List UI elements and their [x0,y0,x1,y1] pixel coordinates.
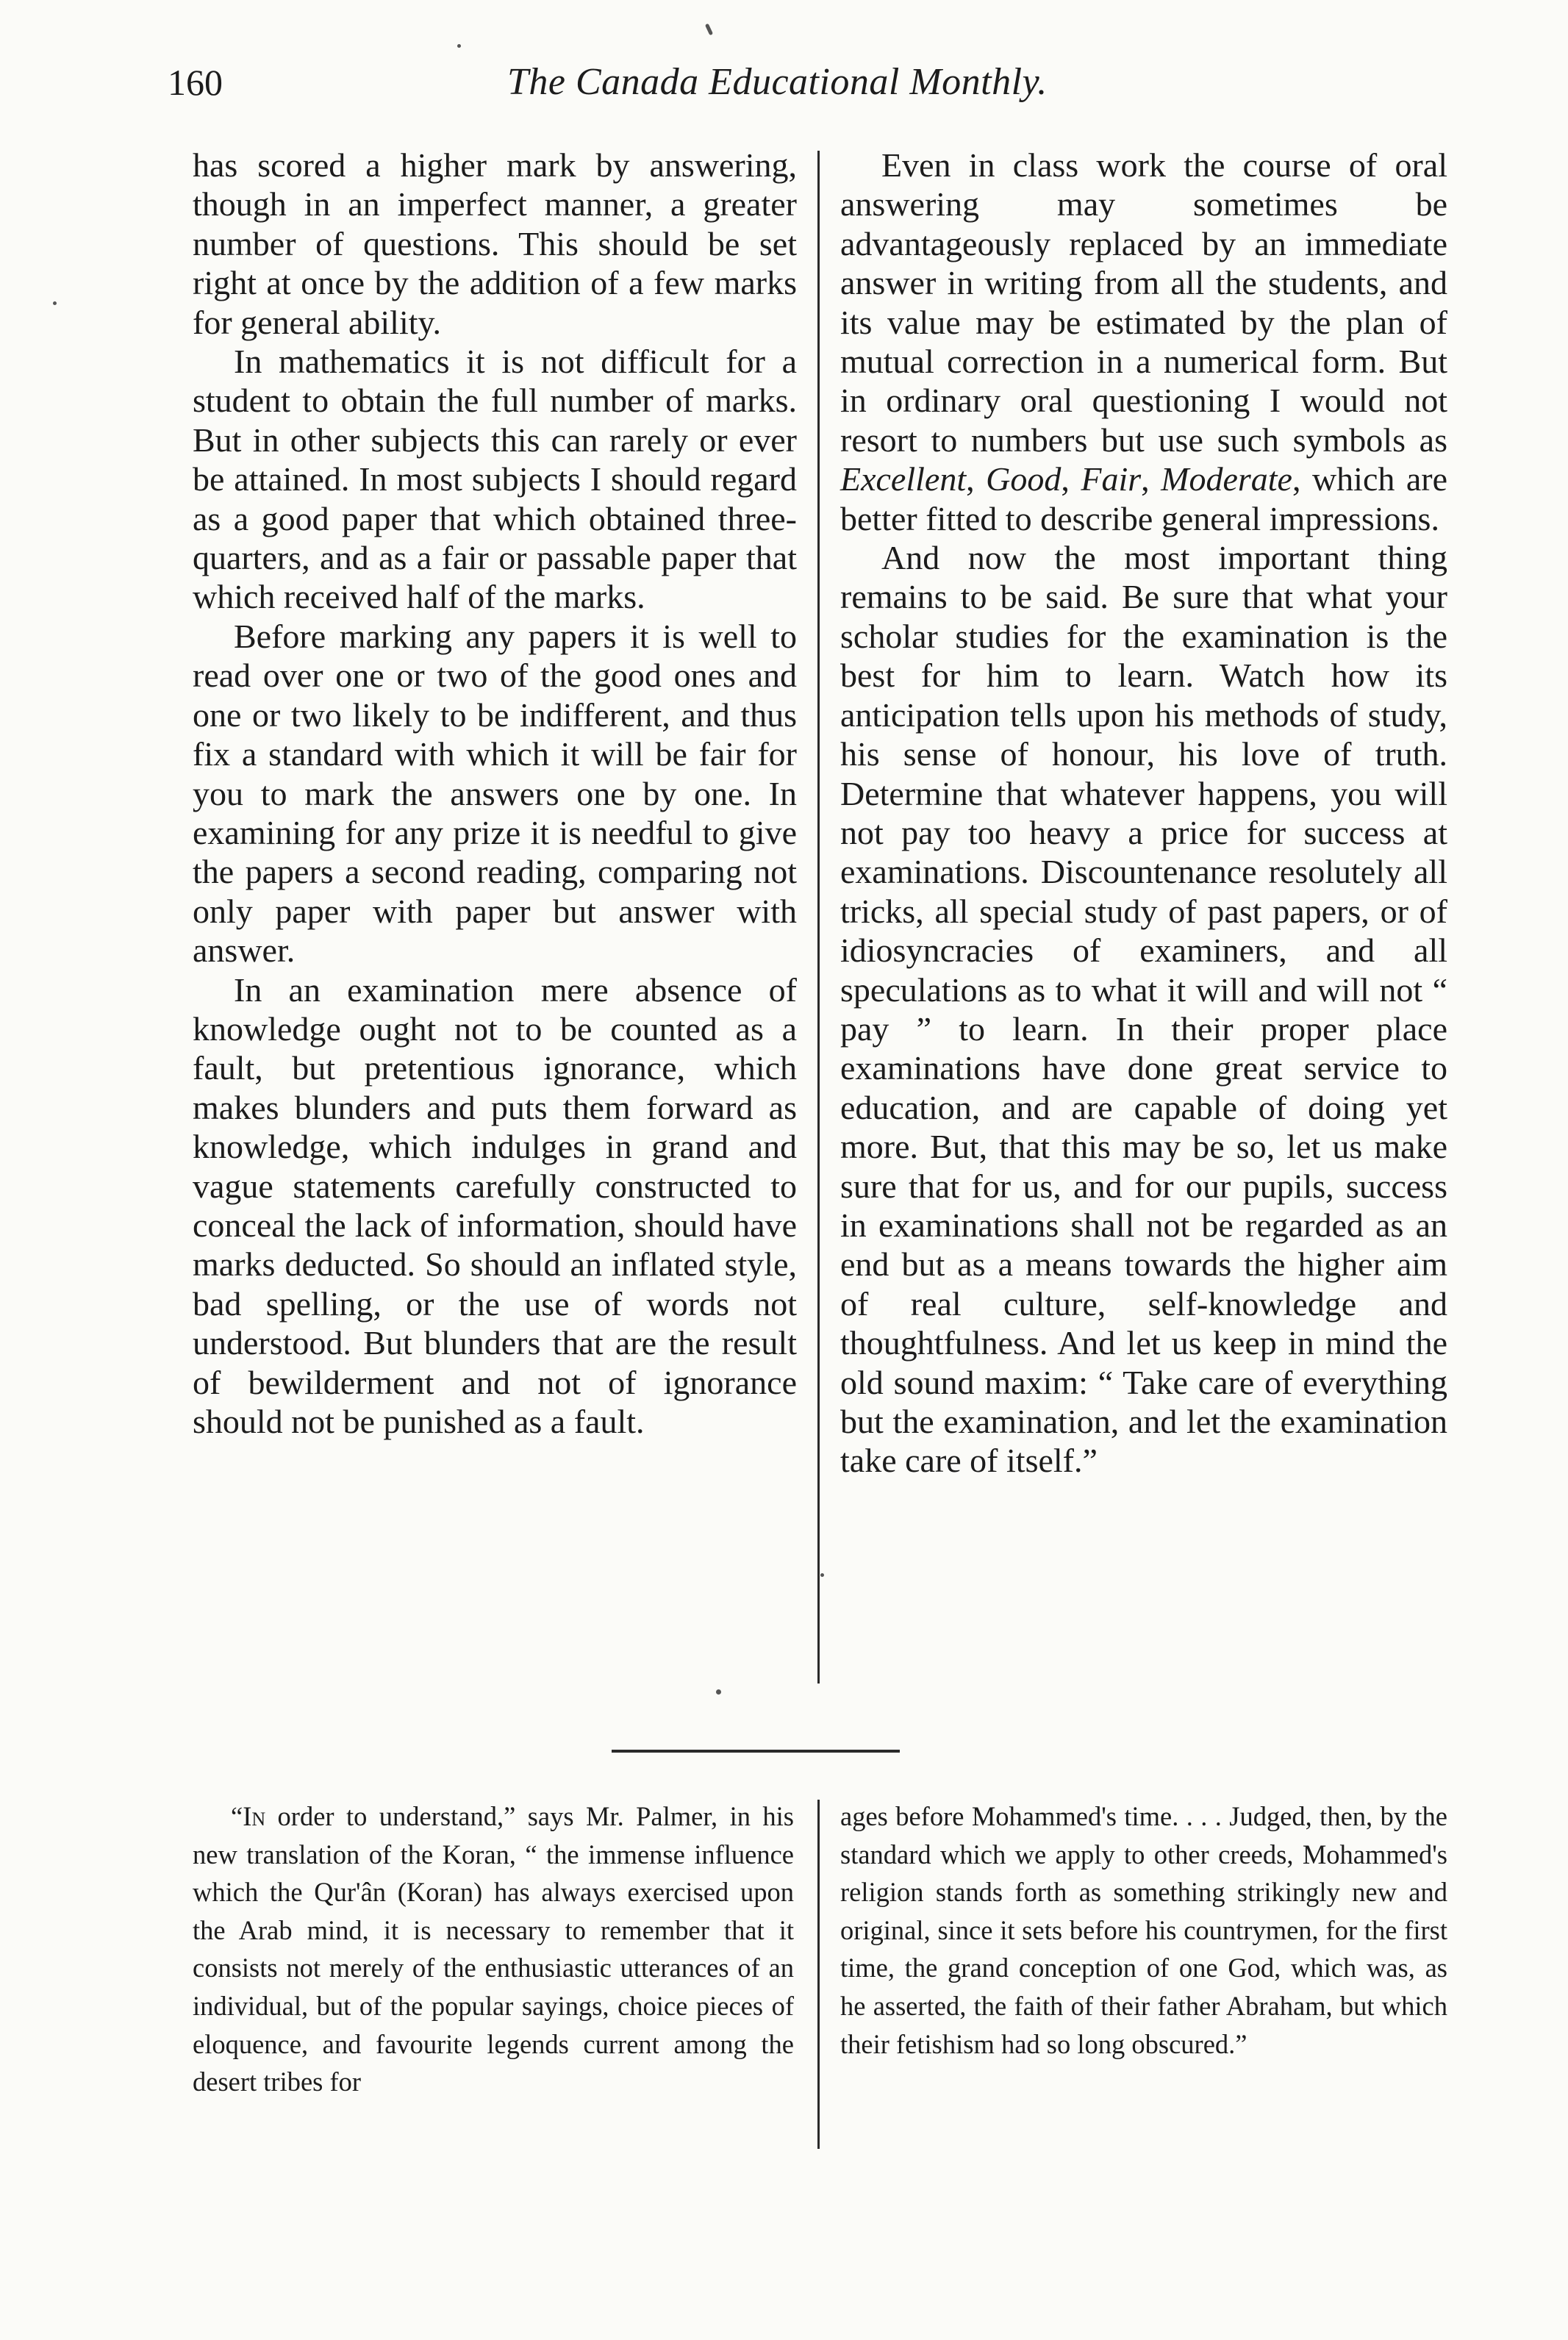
footnote-paragraph [193,1797,794,2101]
footnote-lead-quote: “ [231,1801,243,1831]
separator: , [966,460,987,498]
right-paragraph: And now the most important thing remains to be said. Be sure that what your scholar studies for the examination is the best for him to learn. Watch how its anticipation tells upon his methods of study, his sense of honour, his love of truth. Determine that whatever happens, you will not pay too heavy a price for success at examinations. Discountenance resolutely all tricks, all special study of past papers, or of idiosyncracies of examiners, and all speculations as to what it will and will not “ pay ” to learn. In their proper place examinations have done great service to education, and are capable of doing yet more. But, that this may be so, let us make sure that for us, and for our pupils, success in examinations shall not be regarded as an end but as a means towards the higher aim of real culture, self-knowledge and thoughtfulness. And let us keep in mind the old sound maxim: “ Take care of everything but the examination, and let the examination take care of itself.” [840,539,1447,1480]
right-paragraph [840,146,1447,538]
ink-spot [705,24,713,36]
symbol-moderate: Moderate [1161,460,1292,498]
separator: , [1061,460,1081,498]
symbol-fair: Fair [1081,460,1142,498]
footnote-text: order to understand,” says Mr. Palmer, in his new translation of the Koran, “ the immense influence which the Qur'ân (Koran) has always exercised upon the Arab mind, it is necessary to remember that it consists not merely of the enthusiastic utterances of an individual, but of the popular sayings, choice pieces of eloquence, and favourite legends current among the desert tribes for [193,1801,794,2097]
right-paragraph-text: , which are better fitted to describe general impressions. [840,460,1448,537]
footnote-divider [817,1800,820,2149]
left-paragraph: In an examination mere absence of knowledge ought not to be counted as a fault, but pretentious ignorance, which makes blunders and puts them forward as knowledge, which indulges in grand and vague statements carefully constructed to conceal the lack of information, should have marks deducted. So should an inflated style, bad spelling, or the use of words not understood. But blunders that are the result of bewilderment and not of ignorance should not be punished as a fault. [193,970,797,1440]
column-divider [817,151,820,1684]
footnote-right [840,1797,1447,2063]
section-rule [612,1750,900,1753]
page-number: 160 [168,62,223,103]
left-paragraph: In mathematics it is not difficult for a student to obtain the full number of marks. But in other subjects this can rarely or ever be attained. In most subjects I should regard as a good paper that which obtained three-quarters, and as a fair or passable paper that which received half of the marks. [193,343,797,616]
footnote-left [193,1797,794,2101]
symbol-good: Good [986,460,1062,498]
ink-spot [820,1573,824,1577]
left-column [193,146,797,1441]
running-title: The Canada Educational Monthly. [507,61,1048,103]
right-column [840,146,1447,1481]
ink-spot [457,44,461,48]
ink-spot [716,1689,721,1695]
symbol-excellent: Excellent [840,460,967,498]
separator: , [1141,460,1161,498]
ink-spot [53,301,57,305]
left-paragraph: Before marking any papers it is well to read over one or two of the good ones and one or two likely to be indifferent, and thus fix a standard with which it will be fair for you to mark the answers one by one. In examining for any prize it is needful to give the papers a second reading, comparing not only paper with paper but answer with answer. [193,617,797,970]
footnote-lead-word: In [243,1801,266,1831]
right-paragraph-text: Even in class work the course of oral answering may sometimes be advantageously replaced by an immediate answer in writing from all the students, and its value may be estimated by the plan of mutual correction in a numerical form. But in ordinary oral questioning I would not resort to numbers but use such symbols as [840,146,1447,459]
left-paragraph: has scored a higher mark by answering, though in an imperfect manner, a greater number of questions. This should be set right at once by the addition of a few marks for general ability. [193,146,797,341]
footnote-paragraph: ages before Mohammed's time. . . . Judged, then, by the standard which we apply to other creeds, Mohammed's religion stands forth as something strikingly new and original, since it sets before his countrymen, for the first time, the grand conception of one God, which was, as he asserted, the faith of their father Abraham, but which their fetishism had so long obscured.” [840,1801,1447,2059]
